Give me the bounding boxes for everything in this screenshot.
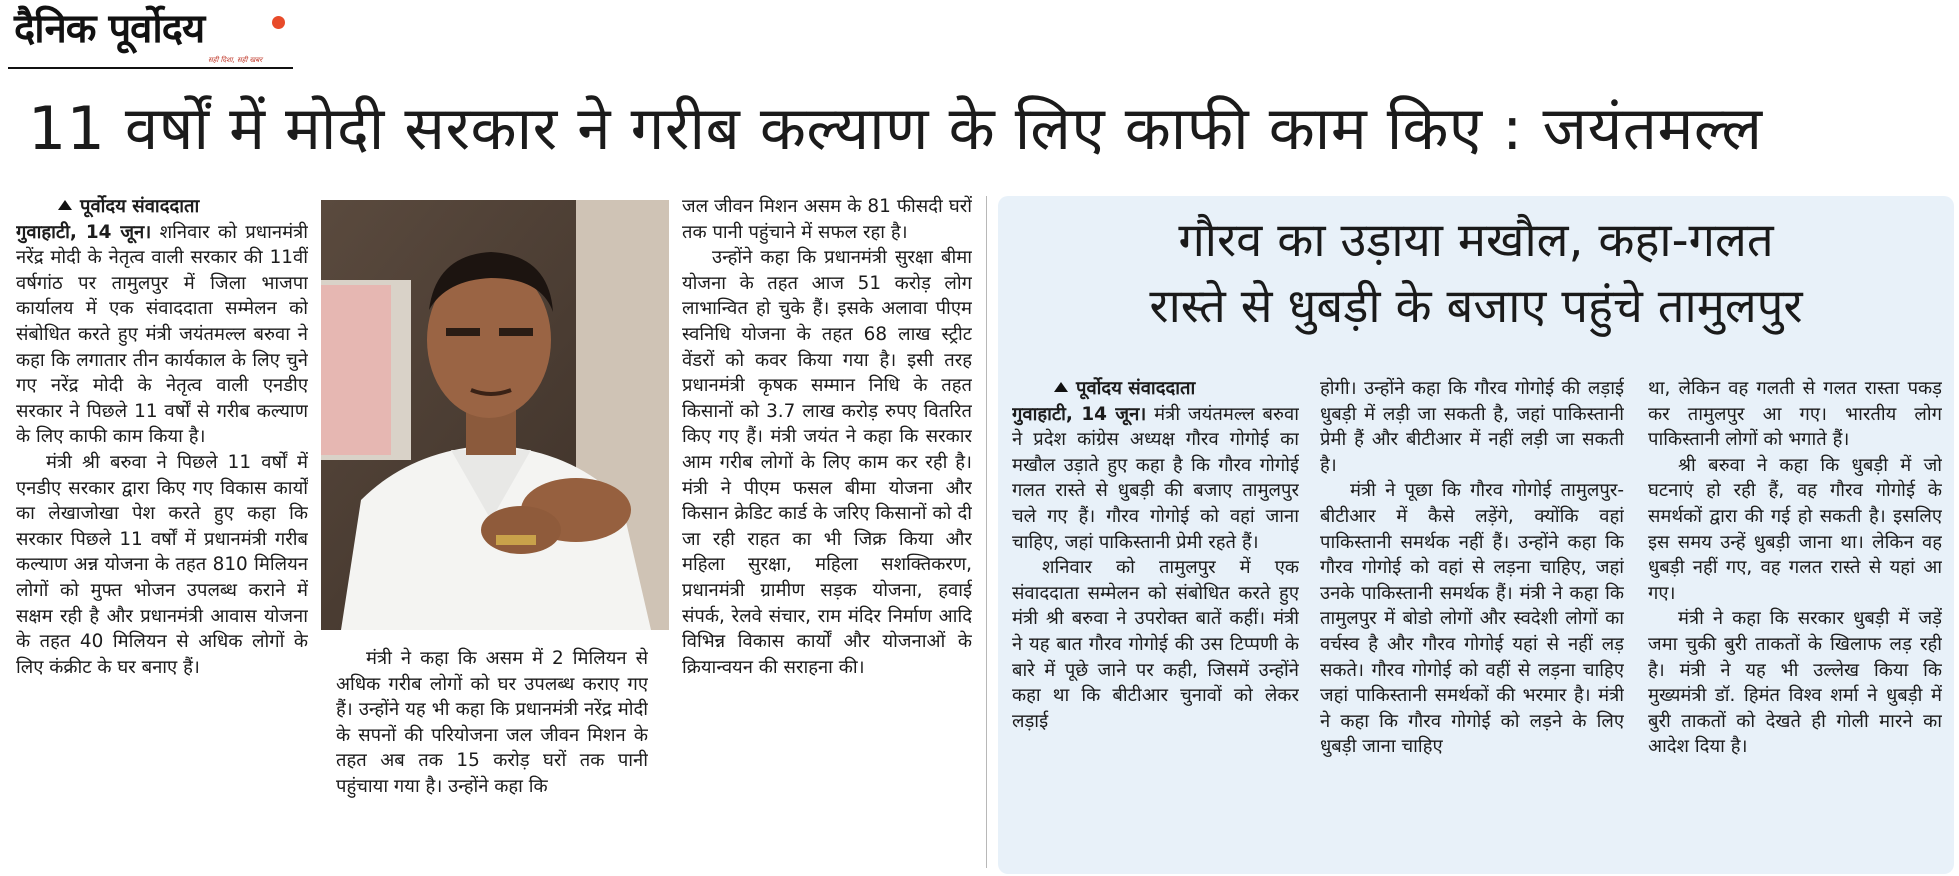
main-lead-text: शनिवार को प्रधानमंत्री नरेंद्र मोदी के नेतृत्व वाली सरकार की 11वीं वर्षगांठ पर तामुलपुर में जिला भाजपा कार्यालय में एक संवाददाता सम्मेलन को संबोधित करते हुए मंत्री जयंतमल्ल बरुवा ने कहा कि लगातार तीन कार्यकाल के लिए चुने गए नरेंद्र मोदी के नेतृत्व वाली एनडीए सरकार ने पिछले 11 वर्षों से गरीब कल्याण के लिए काफी काम किया है।: [16, 221, 308, 448]
main-column-2-paragraph: मंत्री ने कहा कि असम में 2 मिलियन से अधिक गरीब लोगों को घर उपलब्ध कराए गए हैं। उन्होंने यह भी कहा कि प्रधानमंत्री नरेंद्र मोदी के सपनों की परियोजना जल जीवन मिशन के तहत अब तक 15 करोड़ घरों तक पानी पहुंचाया गया है। उन्होंने कहा कि: [336, 648, 648, 797]
triangle-icon: [58, 200, 72, 210]
side-paragraph-2: शनिवार को तामुलपुर में एक संवाददाता सम्मेलन को संबोधित करते हुए मंत्री श्री बरुवा ने उपरोक्त बातें कहीं। मंत्री ने यह बात गौरव गोगोई की उस टिप्पणी के बारे में पूछे जाने पर कही, जिसमें उन्होंने कहा था कि बीटीआर चुनावों को लेकर लड़ाई: [1012, 557, 1299, 732]
side-dateline: गुवाहाटी, 14 जून।: [1012, 403, 1147, 425]
main-headline: 11 वर्षों में मोदी सरकार ने गरीब कल्याण के लिए काफी काम किए : जयंतमल्ल: [28, 94, 1763, 164]
masthead-rule: [8, 67, 293, 69]
main-column-3-paragraph-2: उन्होंने कहा कि प्रधानमंत्री सुरक्षा बीमा योजना के तहत आज 51 करोड़ लोग लाभान्वित हो चुके हैं। इसके अलावा पीएम स्वनिधि योजना के तहत 68 लाख स्ट्रीट वेंडरों को कवर किया गया है। इसी तरह प्रधानमंत्री कृषक सम्मान निधि के तहत किसानों को 3.7 लाख करोड़ रुपए वितरित किए गए हैं। मंत्री जयंत ने कहा कि सरकार आम गरीब लोगों के लिए काम कर रही है। मंत्री ने पीएम फसल बीमा योजना और किसान क्रेडिट कार्ड के जरिए किसानों को दी जा रही राहत का भी जिक्र किया और महिला सुरक्षा, महिला सशक्तिकरण, प्रधानमंत्री ग्रामीण सड़क योजना, हवाई संपर्क, रेलवे संचार, राम मंदिर निर्माण आदि विभिन्न विकास कार्यों और योजनाओं के क्रियान्वयन की सराहना की।: [682, 247, 972, 678]
masthead-tagline: सही दिशा, सही खबर: [208, 56, 263, 64]
side-headline-line-1: गौरव का उड़ाया मखौल, कहा-गलत: [1178, 213, 1774, 268]
side-column-2-paragraph-2: मंत्री ने पूछा कि गौरव गोगोई तामुलपुर-बीटीआर में कैसे लड़ेंगे, क्योंकि वहां पाकिस्तानी समर्थक नहीं हैं। उन्होंने कहा कि गौरव गोगोई को वहां से लड़ना चाहिए, जहां उनके पाकिस्तानी समर्थक हैं। मंत्री ने कहा कि तामुलपुर में बोडो लोगों और स्वदेशी लोगों का वर्चस्व है और गौरव गोगोई यहां से नहीं लड़ सकते। गौरव गोगोई को वहीं से लड़ना चाहिए जहां पाकिस्तानी समर्थकों की भरमार है। मंत्री ने कहा कि गौरव गोगोई को लड़ने के लिए धुबड़ी जाना चाहिए: [1320, 480, 1624, 758]
masthead: [8, 4, 293, 70]
side-byline-row: [1054, 376, 1299, 402]
side-byline: पूर्वोदय संवाददाता: [1076, 378, 1196, 399]
triangle-icon: [1054, 382, 1068, 392]
logo-dot-icon: [272, 16, 285, 29]
main-column-3-paragraph-1: जल जीवन मिशन असम के 81 फीसदी घरों तक पानी पहुंचाने में सफल रहा है।: [682, 196, 972, 243]
main-dateline: गुवाहाटी, 14 जून।: [16, 221, 152, 243]
side-article-column-3: [1648, 376, 1942, 874]
minister-photo: [321, 200, 669, 630]
minister-photo-image: [321, 200, 669, 630]
side-article-column-2: [1320, 376, 1624, 874]
side-column-3-paragraph-1: था, लेकिन वह गलती से गलत रास्ता पकड़ कर तामुलपुर आ गए। भारतीय लोग पाकिस्तानी लोगों को भगाते हैं।: [1648, 378, 1942, 451]
main-lead-paragraph: [16, 220, 308, 450]
side-headline-line-2: रास्ते से धुबड़ी के बजाए पहुंचे तामुलपुर: [1149, 279, 1803, 334]
side-article-column-1: [1012, 376, 1299, 874]
masthead-logo: दैनिक पूर्वोदय: [14, 6, 205, 52]
side-lead-paragraph: [1012, 402, 1299, 556]
side-column-3-paragraph-2: श्री बरुवा ने कहा कि धुबड़ी में जो घटनाएं हो रही हैं, वह गौरव गोगोई के समर्थकों द्वारा की गई हो सकती है। इसलिए इस समय उन्हें धुबड़ी जाना था। लेकिन वह धुबड़ी नहीं गए, वह गलत रास्ते से यहां आ गए।: [1648, 454, 1942, 604]
side-column-2-paragraph-1: होगी। उन्होंने कहा कि गौरव गोगोई की लड़ाई धुबड़ी में लड़ी जा सकती है, जहां पाकिस्तानी प्रेमी हैं और बीटीआर में नहीं लड़ी जा सकती है।: [1320, 378, 1624, 476]
main-article-column-3: [682, 194, 972, 876]
main-article-column-1: [16, 194, 308, 876]
main-byline: पूर्वोदय संवाददाता: [80, 196, 200, 217]
main-paragraph-2: मंत्री श्री बरुवा ने पिछले 11 वर्षों में एनडीए सरकार द्वारा किए गए विकास कार्यों का लेखाजोखा पेश करते हुए कहा कि सरकार पिछले 11 वर्षों में प्रधानमंत्री गरीब कल्याण अन्न योजना के तहत 810 मिलियन लोगों को मुफ्त भोजन उपलब्ध कराने में सक्षम रही है और प्रधानमंत्री आवास योजना के तहत 40 मिलियन से अधिक लोगों के लिए कंक्रीट के घर बनाए हैं।: [16, 451, 308, 678]
side-headline: [998, 208, 1954, 340]
column-divider: [986, 196, 987, 868]
main-byline-row: [58, 194, 308, 220]
side-column-3-paragraph-3: मंत्री ने कहा कि सरकार धुबड़ी में जड़ें जमा चुकी बुरी ताकतों के खिलाफ लड़ रही है। मंत्री ने यह भी उल्लेख किया कि मुख्यमंत्री डॉ. हिमंत विश्व शर्मा ने धुबड़ी में बुरी ताकतों को देखते ही गोली मारने का आदेश दिया है।: [1648, 608, 1942, 758]
main-article-column-2: [336, 646, 648, 876]
side-lead-text: मंत्री जयंतमल्ल बरुवा ने प्रदेश कांग्रेस अध्यक्ष गौरव गोगोई का मखौल उड़ाते हुए कहा है कि गौरव गोगोई गलत रास्ते से धुबड़ी की बजाए तामुलपुर चले गए हैं। गौरव गोगोई को वहां जाना चाहिए, जहां पाकिस्तानी प्रेमी रहते हैं।: [1012, 403, 1299, 553]
